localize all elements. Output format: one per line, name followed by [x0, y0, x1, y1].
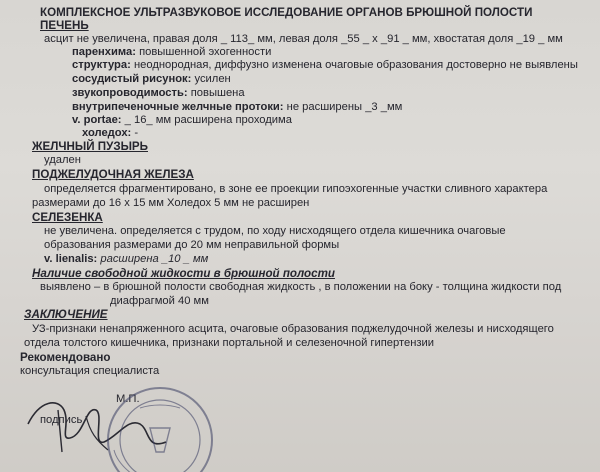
- recommendation-heading: Рекомендовано: [20, 351, 111, 364]
- lienalis-label: v. lienalis:: [44, 253, 98, 265]
- sound-value: повышена: [190, 87, 245, 99]
- report-title: КОМПЛЕКСНОЕ УЛЬТРАЗВУКОВОЕ ИССЛЕДОВАНИЕ ОРГАНОВ БРЮШНОЙ ПОЛОСТИ: [40, 6, 533, 19]
- conclusion-heading: ЗАКЛЮЧЕНИЕ: [24, 308, 108, 321]
- portae-label: v. portae:: [72, 114, 122, 126]
- conclusion-line2: отдела толстого кишечника, признаки портальной и селезеночной гипертензии: [24, 337, 435, 349]
- parenchyma-value: повышенной эхогенности: [139, 46, 272, 58]
- signature-area: [0, 380, 600, 472]
- spleen-heading: СЕЛЕЗЕНКА: [32, 211, 103, 224]
- pancreas-line2: размерами до 16 х 15 мм Холедох 5 мм не расширен: [32, 197, 310, 209]
- structure-value: неоднородная, диффузно изменена очаговые образования достоверно не выявлены: [133, 59, 578, 71]
- liver-structure: [72, 59, 578, 72]
- spleen-line1: не увеличена. определяется с трудом, по ходу нисходящего отдела кишечника очаговые: [44, 225, 506, 237]
- liver-ducts: [72, 101, 402, 114]
- fluid-line2: диафрагмой 40 мм: [110, 295, 209, 307]
- portae-value: _ 16_ мм расширена проходима: [124, 114, 292, 126]
- liver-vascular: [72, 73, 231, 86]
- fluid-line1: выявлено – в брюшной полости свободная жидкость , в положении на боку - толщина жидкости под: [40, 281, 562, 293]
- stamp-and-signature-graphic: [0, 380, 600, 472]
- liver-parenchyma: [72, 46, 271, 59]
- vascular-label: сосудистый рисунок:: [72, 73, 192, 85]
- liver-size-line: асцит не увеличена, правая доля _ 113_ мм, левая доля _55 _ х _91 _ мм, хвостатая доля _19 _ мм: [44, 33, 563, 45]
- ducts-value: не расширены _3 _мм: [286, 101, 403, 113]
- sound-label: звукопроводимость:: [72, 87, 188, 99]
- conclusion-line1: УЗ-признаки ненапряженного асцита, очаговые образования поджелудочной железы и нисходящего: [32, 323, 554, 335]
- liver-portae: [72, 114, 292, 127]
- pancreas-line1: определяется фрагментировано, в зоне ее проекции гипоэхогенные участки сливного характера: [44, 183, 548, 195]
- liver-heading: ПЕЧЕНЬ: [40, 19, 89, 32]
- spleen-line2: образования размерами до 20 мм неправильной формы: [44, 239, 340, 251]
- liver-sound: [72, 87, 245, 100]
- liver-choledoch: [82, 127, 138, 140]
- vascular-value: усилен: [194, 73, 231, 85]
- round-stamp: [108, 388, 212, 472]
- recommendation-value: консультация специалиста: [20, 365, 160, 377]
- mp-label: М.П.: [116, 393, 140, 405]
- handwritten-signature: [28, 403, 166, 444]
- gallbladder-heading: ЖЕЛЧНЫЙ ПУЗЫРЬ: [32, 140, 148, 153]
- signature-label: подпись: [40, 414, 83, 426]
- spleen-lienalis: [44, 253, 208, 266]
- choledoch-value: -: [134, 127, 139, 139]
- choledoch-label: холедох:: [82, 127, 132, 139]
- parenchyma-label: паренхима:: [72, 46, 136, 58]
- ducts-label: внутрипеченочные желчные протоки:: [72, 101, 284, 113]
- structure-label: структура:: [72, 59, 131, 71]
- pancreas-heading: ПОДЖЕЛУДОЧНАЯ ЖЕЛЕЗА: [32, 168, 194, 181]
- gallbladder-value: удален: [44, 154, 81, 166]
- fluid-heading: Наличие свободной жидкости в брюшной полости: [32, 267, 335, 280]
- lienalis-value: расширена _10 _ мм: [100, 253, 209, 265]
